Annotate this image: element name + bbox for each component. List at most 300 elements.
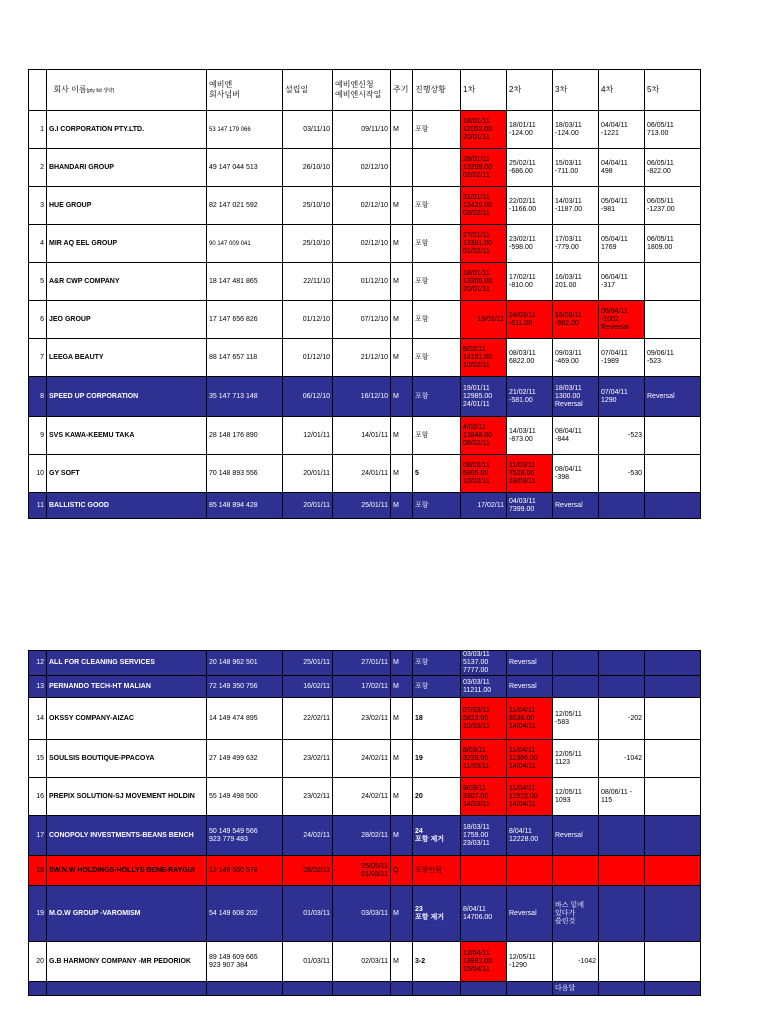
round-r3-line: -1187.00	[555, 205, 583, 213]
table-row	[29, 111, 701, 149]
established-date: 26/10/10	[283, 149, 333, 187]
row-number: 1	[29, 111, 47, 149]
round-r3-line: 14/03/11	[555, 197, 582, 205]
start-line: 23/02/11	[361, 714, 388, 722]
round-r1	[461, 856, 507, 886]
row-number: 3	[29, 187, 47, 225]
round-r3-line: 18/03/11	[555, 121, 582, 129]
round-r3-line: 1300.00	[555, 392, 581, 400]
header-status: 진행상황	[413, 70, 461, 111]
company-reg-number	[207, 339, 283, 377]
round-r4	[599, 886, 645, 942]
round-r1	[461, 886, 507, 942]
round-r3-line: 08/04/11	[555, 465, 582, 473]
round-r4	[599, 111, 645, 149]
round-r2	[507, 111, 553, 149]
round-r1-line: 8/04/11	[463, 905, 486, 913]
round-r1-line: 01/02/11	[463, 247, 490, 255]
round-r2-line: 14/04/11	[509, 800, 536, 808]
round-r4	[599, 493, 645, 519]
reg-line: 82 147 021 592	[209, 201, 258, 209]
round-r5	[645, 301, 701, 339]
round-r3-line: 1123	[555, 758, 571, 766]
start-date	[333, 651, 391, 676]
round-r5-line: -1237.00	[647, 205, 675, 213]
company-reg-number	[207, 676, 283, 698]
round-r3-line: 15/03/11	[555, 159, 582, 167]
round-r5	[645, 856, 701, 886]
header-r1: 1차	[461, 70, 507, 111]
round-r1-line: 14/03/11	[463, 800, 490, 808]
company-reg-number	[207, 698, 283, 740]
round-r5-line: Reversal	[647, 392, 675, 400]
round-r3	[553, 339, 599, 377]
round-r2	[507, 455, 553, 493]
round-r2	[507, 417, 553, 455]
reg-line: 20 148 962 501	[209, 659, 258, 666]
company-name: PREPIX SOLUTION-SJ MOVEMENT HOLDIN	[47, 778, 207, 816]
round-r4	[599, 651, 645, 676]
round-r2-line: 14/04/11	[509, 722, 536, 730]
round-r4-line: -1002	[601, 315, 619, 323]
header-company: 회사 이름(pty ltd 생략)	[47, 70, 207, 111]
company-reg-number	[207, 816, 283, 856]
established-date: 20/01/11	[283, 493, 333, 519]
round-r1-line: 03/02/11	[463, 209, 490, 217]
company-name: SVS KAWA-KEEMU TAKA	[47, 417, 207, 455]
start-date	[333, 698, 391, 740]
round-r1-line: 24/01/11	[463, 400, 490, 408]
established-date: 22/11/10	[283, 263, 333, 301]
status-line: 19	[415, 754, 423, 762]
start-line: 24/01/11	[361, 469, 388, 477]
round-r3	[553, 816, 599, 856]
company-name: G.I CORPORATION PTY.LTD.	[47, 111, 207, 149]
company-name: G.B HARMONY COMPANY -MR PEDORIOK	[47, 942, 207, 982]
start-date	[333, 149, 391, 187]
start-line: 02/03/11	[361, 957, 388, 965]
row-number: 7	[29, 339, 47, 377]
start-date	[333, 455, 391, 493]
round-r1	[461, 187, 507, 225]
company-reg-number	[207, 263, 283, 301]
start-line: 24/02/11	[361, 792, 388, 800]
table-cell	[645, 982, 701, 996]
cycle: M	[391, 339, 413, 377]
status	[413, 740, 461, 778]
table-cell	[333, 982, 391, 996]
round-r3	[553, 740, 599, 778]
round-r3-line: 바스 밑에	[555, 901, 584, 909]
company-reg-number	[207, 651, 283, 676]
round-r2-line: 12228.00	[509, 835, 539, 843]
table-cell	[413, 982, 461, 996]
cycle: M	[391, 816, 413, 856]
round-r5	[645, 698, 701, 740]
round-r3-line: 09/03/11	[555, 349, 582, 357]
round-r1-line: 20/01/11	[463, 133, 490, 141]
row-number: 16	[29, 778, 47, 816]
round-r4-line: 05/04/11	[601, 235, 628, 243]
round-r1	[461, 455, 507, 493]
company-name: JEO GROUP	[47, 301, 207, 339]
status	[413, 886, 461, 942]
round-r2-line: 11396.00	[509, 754, 538, 762]
round-r2	[507, 225, 553, 263]
status	[413, 942, 461, 982]
round-r4	[599, 856, 645, 886]
round-r2	[507, 339, 553, 377]
company-name: SOULSIS BOUTIQUE-PPACOYA	[47, 740, 207, 778]
reg-line: 72 149 350 756	[209, 682, 258, 690]
company-reg-number	[207, 111, 283, 149]
round-r4-line: -530	[627, 469, 642, 477]
established-date: 01/03/11	[283, 942, 333, 982]
status	[413, 225, 461, 263]
header-r4: 4차	[599, 70, 645, 111]
reg-line: 50 149 549 566	[209, 827, 258, 835]
lower-table-body	[29, 651, 701, 996]
table-row	[29, 455, 701, 493]
status	[413, 339, 461, 377]
round-r1-line: 15/04/11	[463, 965, 490, 973]
round-r1	[461, 301, 507, 339]
table-cell	[507, 982, 553, 996]
company-name: SPEED UP CORPORATION	[47, 377, 207, 417]
round-r3-line: -1042	[578, 957, 596, 965]
round-r3	[553, 676, 599, 698]
start-date	[333, 339, 391, 377]
round-r1-line: 11/03/11	[463, 762, 490, 770]
round-r4-line: -523	[627, 431, 642, 439]
round-r1	[461, 651, 507, 676]
row-number: 17	[29, 816, 47, 856]
round-r3	[553, 455, 599, 493]
status	[413, 111, 461, 149]
round-r3-line: -398	[555, 473, 570, 481]
round-r1-line: 19/01/11	[477, 315, 504, 323]
established-date: 01/12/10	[283, 301, 333, 339]
round-r1	[461, 816, 507, 856]
round-r1-line: 18/01/11	[463, 269, 490, 277]
round-r1	[461, 377, 507, 417]
round-r3-line: Reversal	[555, 501, 583, 509]
round-r5	[645, 149, 701, 187]
established-date: 16/02/11	[283, 676, 333, 698]
round-r1-line: 14706.00	[463, 913, 493, 921]
round-r2-line: 24/02/11	[509, 311, 536, 319]
cycle: M	[391, 676, 413, 698]
round-r1-line: 14151.00	[463, 353, 493, 361]
start-line: 02/12/10	[360, 239, 388, 247]
reg-line: 14 149 474 895	[209, 714, 258, 722]
round-r3	[553, 301, 599, 339]
round-r5	[645, 187, 701, 225]
status	[413, 676, 461, 698]
round-r5	[645, 377, 701, 417]
round-r4	[599, 740, 645, 778]
company-reg-number	[207, 493, 283, 519]
round-r3-line: -711.00	[555, 167, 579, 175]
status-line: 포함 제거	[415, 913, 444, 921]
company-reg-number	[207, 455, 283, 493]
round-r5-line: 06/05/11	[647, 235, 674, 243]
round-r2-line: 6822.00	[509, 357, 535, 365]
round-r3-line: -583	[555, 718, 570, 726]
round-r2-line: 11/04/11	[509, 784, 536, 792]
round-r5	[645, 455, 701, 493]
round-r1	[461, 417, 507, 455]
start-date	[333, 676, 391, 698]
table-cell	[461, 982, 507, 996]
round-r2-line: 11/03/11	[509, 461, 536, 469]
start-date	[333, 778, 391, 816]
start-line: 25/01/11	[361, 501, 388, 509]
company-name: GY SOFT	[47, 455, 207, 493]
round-r4	[599, 263, 645, 301]
round-r5	[645, 225, 701, 263]
table-cell	[47, 982, 207, 996]
round-r4	[599, 698, 645, 740]
established-date: 24/02/11	[283, 816, 333, 856]
table-cell	[207, 982, 283, 996]
round-r2	[507, 263, 553, 301]
row-number: 6	[29, 301, 47, 339]
round-r3	[553, 149, 599, 187]
established-date: 20/01/11	[283, 455, 333, 493]
cycle: M	[391, 263, 413, 301]
start-date	[333, 740, 391, 778]
round-r4-line: -202	[627, 714, 642, 722]
company-reg-number	[207, 225, 283, 263]
round-r1-line: 3229.00	[463, 754, 489, 762]
round-r5	[645, 676, 701, 698]
round-r1	[461, 493, 507, 519]
cycle: M	[391, 225, 413, 263]
round-r1-line: 13299.00	[463, 163, 493, 171]
company-reg-number	[207, 417, 283, 455]
round-r5-line: 09/06/11	[647, 349, 674, 357]
round-r1	[461, 942, 507, 982]
round-r5	[645, 816, 701, 856]
company-reg-number	[207, 886, 283, 942]
round-r3-line: -844	[555, 435, 570, 443]
round-r1-line: 27/01/11	[463, 231, 490, 239]
round-r5	[645, 111, 701, 149]
table-row	[29, 149, 701, 187]
start-date	[333, 225, 391, 263]
round-r3	[553, 417, 599, 455]
reg-line: 35 147 713 148	[209, 392, 258, 400]
status-line: 포함	[415, 392, 429, 400]
round-r3-line: -982.00	[555, 319, 579, 327]
established-date: 06/12/10	[283, 377, 333, 417]
cycle: M	[391, 111, 413, 149]
start-line: 14/01/11	[361, 431, 388, 439]
round-r4	[599, 816, 645, 856]
start-line: 25/05/11	[361, 862, 388, 870]
round-r2-line: 18/01/11	[509, 121, 536, 129]
row-number: 20	[29, 942, 47, 982]
reg-line: 88 147 657 118	[209, 353, 258, 361]
status	[413, 778, 461, 816]
table-row	[29, 778, 701, 816]
start-line: 01/03/11	[361, 870, 388, 878]
round-r1	[461, 149, 507, 187]
row-number: 18	[29, 856, 47, 886]
round-r2-line: 11515.00	[509, 792, 538, 800]
table-row	[29, 698, 701, 740]
round-r2	[507, 676, 553, 698]
round-r1-line: 11211.00	[463, 686, 492, 694]
round-r3-line: Reversal	[555, 400, 583, 408]
cycle: M	[391, 698, 413, 740]
table-row	[29, 740, 701, 778]
start-date	[333, 816, 391, 856]
round-r1-line: 5823.00	[463, 714, 489, 722]
established-date: 22/02/11	[283, 698, 333, 740]
round-r1-line: 08/02/11	[463, 439, 490, 447]
round-r2-line: 14/04/11	[509, 762, 536, 770]
company-name: M.O.W GROUP -VAROMISM	[47, 886, 207, 942]
status	[413, 455, 461, 493]
reg-line: 923 907 384	[209, 961, 248, 969]
company-name: BHANDARI GROUP	[47, 149, 207, 187]
header-r5: 5차	[645, 70, 701, 111]
round-r1-line: 12985.00	[463, 392, 493, 400]
round-r4	[599, 417, 645, 455]
round-r2-line: 22/02/11	[509, 197, 536, 205]
upper-table-body	[29, 111, 701, 519]
company-name: MIR AQ EEL GROUP	[47, 225, 207, 263]
round-r2-line: 11/04/11	[509, 746, 536, 754]
round-r5-line: 06/05/11	[647, 121, 674, 129]
status	[413, 698, 461, 740]
round-r2	[507, 377, 553, 417]
reg-line: 89 149 609 665	[209, 953, 258, 961]
status-line: 포함	[415, 353, 429, 361]
round-r1-line: 17/02/11	[477, 501, 504, 509]
round-r1-line: 18/01/11	[463, 117, 490, 125]
start-date	[333, 942, 391, 982]
start-date	[333, 417, 391, 455]
round-r4-line: -1042	[624, 754, 642, 762]
header-r3: 3차	[553, 70, 599, 111]
round-r4	[599, 149, 645, 187]
round-r1-line: 03/03/11	[463, 678, 490, 686]
established-date: 25/10/10	[283, 187, 333, 225]
round-r4-line: 07/04/11	[601, 349, 628, 357]
round-r3	[553, 225, 599, 263]
row-number: 13	[29, 676, 47, 698]
round-r1	[461, 263, 507, 301]
reg-line: 53 147 179 066	[209, 126, 251, 133]
row-number: 12	[29, 651, 47, 676]
cycle: M	[391, 455, 413, 493]
company-name: CONOPOLY INVESTMENTS-BEANS BENCH	[47, 816, 207, 856]
round-r2	[507, 778, 553, 816]
round-r4-line: 1290	[601, 396, 617, 404]
row-number: 4	[29, 225, 47, 263]
round-r1-line: 03/03/11	[463, 651, 490, 658]
company-name: LEEGA BEAUTY	[47, 339, 207, 377]
cycle: M	[391, 778, 413, 816]
round-r5	[645, 493, 701, 519]
start-line: 27/01/11	[361, 659, 388, 666]
round-r5	[645, 740, 701, 778]
company-name: PERNANDO TECH-HT MALIAN	[47, 676, 207, 698]
reg-line: 90 147 009 041	[209, 240, 251, 247]
round-r1	[461, 778, 507, 816]
status-line: 포함	[415, 659, 429, 666]
company-name: SW.N.W HOLDINGS-HOLLYS BENE-RAYGUI	[47, 856, 207, 886]
cycle: M	[391, 493, 413, 519]
round-r1	[461, 225, 507, 263]
round-r4	[599, 942, 645, 982]
row-number: 19	[29, 886, 47, 942]
start-line: 02/12/10	[360, 163, 388, 171]
header-apply: 예비엔신청 예비엔시작일	[333, 70, 391, 111]
header-cycle: 주기	[391, 70, 413, 111]
start-date	[333, 111, 391, 149]
reg-line: 85 148 894 428	[209, 501, 258, 509]
round-r3	[553, 886, 599, 942]
status-line: 포함 제거	[415, 835, 444, 843]
round-r3	[553, 187, 599, 225]
reg-line: 70 148 893 556	[209, 469, 258, 477]
status-line: 포함	[415, 431, 429, 439]
round-r3-line: 201.00	[555, 281, 577, 289]
round-r2-line: Reversal	[509, 682, 537, 690]
header-est: 설립일	[283, 70, 333, 111]
round-r2	[507, 301, 553, 339]
round-r1	[461, 111, 507, 149]
round-r3	[553, 651, 599, 676]
company-reg-number	[207, 187, 283, 225]
round-r1-line: 10/02/11	[463, 477, 490, 485]
round-r1-line: 10/02/11	[463, 361, 490, 369]
status	[413, 651, 461, 676]
round-r4	[599, 676, 645, 698]
round-r4-line: 08/06/11 -	[601, 788, 633, 796]
table-cell: 다음달	[553, 982, 599, 996]
table-row	[29, 942, 701, 982]
start-line: 07/12/10	[360, 315, 388, 323]
round-r2	[507, 816, 553, 856]
round-r3	[553, 493, 599, 519]
start-date	[333, 886, 391, 942]
header-r2: 2차	[507, 70, 553, 111]
round-r4-line: Reversal	[601, 323, 629, 331]
round-r1-line: 1759.00	[463, 831, 489, 839]
row-number: 5	[29, 263, 47, 301]
round-r2-line: -581.00	[509, 396, 533, 404]
round-r2-line: 14/03/11	[509, 427, 536, 435]
round-r4	[599, 778, 645, 816]
cycle: M	[391, 377, 413, 417]
reg-line: 54 149 608 202	[209, 909, 258, 917]
round-r3-line: -469.00	[555, 357, 579, 365]
table-row	[29, 676, 701, 698]
reg-line: 12 149 550 578	[209, 866, 258, 874]
company-name: ALL FOR CLEANING SERVICES	[47, 651, 207, 676]
round-r2	[507, 651, 553, 676]
status	[413, 856, 461, 886]
round-r3	[553, 698, 599, 740]
table-cell	[29, 982, 47, 996]
round-r4-line: -1221	[601, 129, 619, 137]
header-reg: 예비엔 회사넘버	[207, 70, 283, 111]
